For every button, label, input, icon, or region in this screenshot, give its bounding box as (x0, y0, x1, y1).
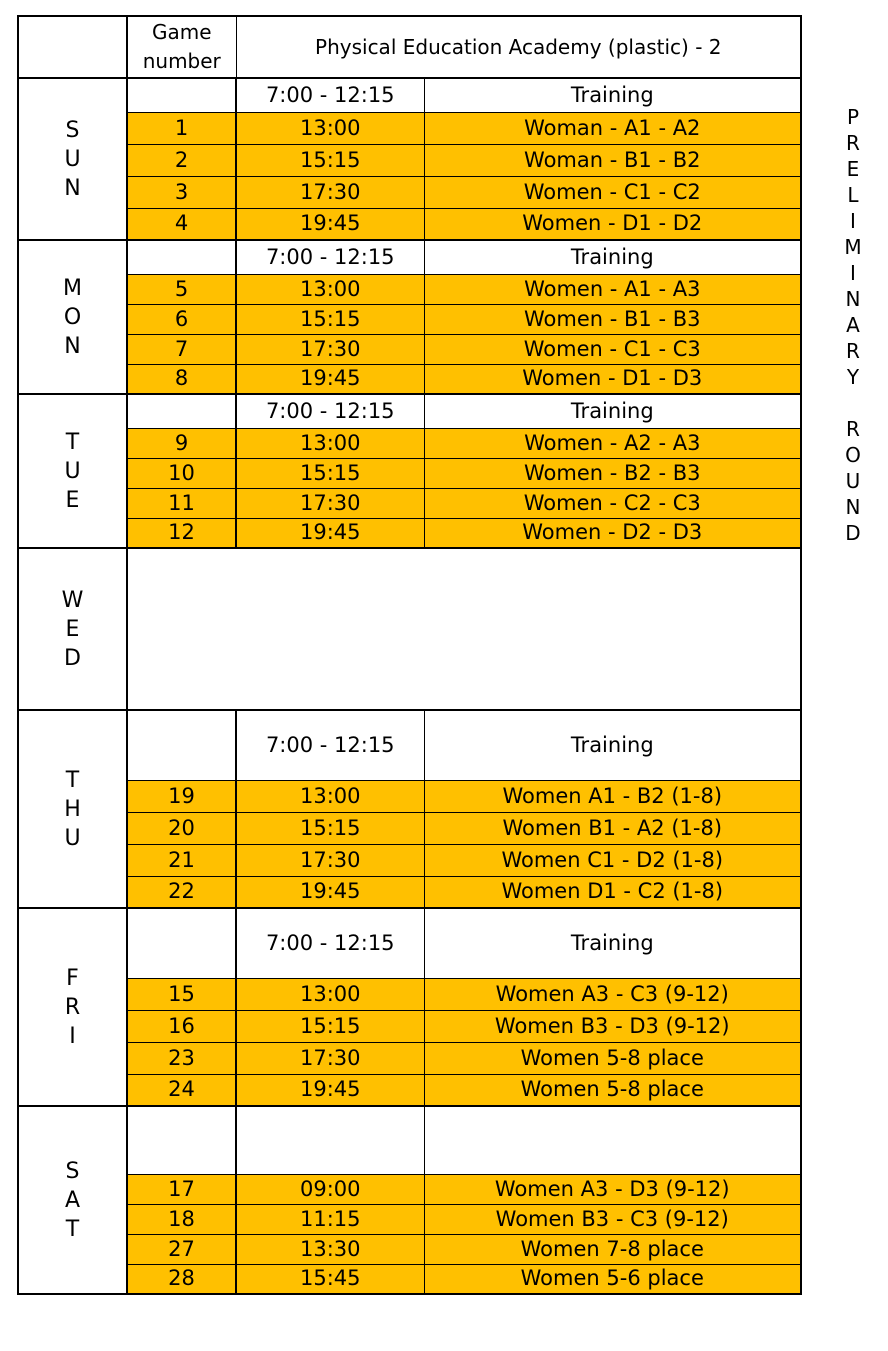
event-cell: Women B1 - A2 (1-8) (424, 812, 801, 844)
schedule-row (18, 488, 801, 518)
event-cell: Women A1 - B2 (1-8) (424, 780, 801, 812)
schedule-row (18, 78, 801, 112)
event-cell: Women 5-8 place (424, 1042, 801, 1074)
game-number-cell: 1 (127, 112, 236, 144)
time-cell: 19:45 (236, 1074, 424, 1106)
event-cell: Women 7-8 place (424, 1234, 801, 1264)
game-number-cell: 4 (127, 208, 236, 240)
game-number-cell: 19 (127, 780, 236, 812)
day-label-text: S A T (64, 1158, 81, 1242)
schedule-body (18, 16, 801, 1294)
time-cell: 15:15 (236, 458, 424, 488)
game-number-cell: 8 (127, 364, 236, 394)
event-cell: Women - B2 - B3 (424, 458, 801, 488)
header-day-cell (18, 16, 127, 78)
schedule-row (18, 394, 801, 428)
game-number-cell: 3 (127, 176, 236, 208)
event-cell: Women - D1 - D3 (424, 364, 801, 394)
time-cell: 13:00 (236, 428, 424, 458)
event-cell: Training (424, 240, 801, 274)
event-cell: Women D1 - C2 (1-8) (424, 876, 801, 908)
day-label (18, 394, 127, 548)
event-cell: Woman - A1 - A2 (424, 112, 801, 144)
schedule-row (18, 1074, 801, 1106)
schedule-row (18, 364, 801, 394)
game-number-cell (127, 1106, 236, 1174)
time-cell: 7:00 - 12:15 (236, 908, 424, 978)
schedule-row (18, 208, 801, 240)
schedule-table (17, 15, 802, 1295)
time-cell: 15:15 (236, 1010, 424, 1042)
schedule-row (18, 1204, 801, 1234)
schedule-row (18, 144, 801, 176)
header-game-number: Game number (127, 16, 236, 78)
game-number-cell: 24 (127, 1074, 236, 1106)
event-cell (424, 1106, 801, 1174)
time-cell: 17:30 (236, 844, 424, 876)
side-label: P R E L I M I N A R Y R O U N D (844, 105, 862, 545)
game-number-cell: 18 (127, 1204, 236, 1234)
game-number-cell: 11 (127, 488, 236, 518)
game-number-cell: 23 (127, 1042, 236, 1074)
event-cell: Training (424, 78, 801, 112)
schedule-row (18, 710, 801, 780)
header-venue: Physical Education Academy (plastic) - 2 (236, 16, 801, 78)
event-cell: Women A3 - D3 (9-12) (424, 1174, 801, 1204)
schedule-row (18, 1042, 801, 1074)
event-cell: Woman - B1 - B2 (424, 144, 801, 176)
schedule-row (18, 978, 801, 1010)
day-label (18, 710, 127, 908)
day-label-text: M O N (63, 275, 82, 359)
schedule-row (18, 876, 801, 908)
time-cell (236, 1106, 424, 1174)
time-cell: 11:15 (236, 1204, 424, 1234)
time-cell: 19:45 (236, 364, 424, 394)
event-cell: Training (424, 394, 801, 428)
game-number-cell (127, 710, 236, 780)
schedule-row (18, 176, 801, 208)
day-label-text: S U N (64, 117, 81, 201)
event-cell: Training (424, 908, 801, 978)
time-cell: 7:00 - 12:15 (236, 394, 424, 428)
time-cell: 19:45 (236, 208, 424, 240)
game-number-cell: 12 (127, 518, 236, 548)
day-label (18, 1106, 127, 1294)
schedule-row (18, 1106, 801, 1174)
game-number-cell: 21 (127, 844, 236, 876)
time-cell: 13:00 (236, 274, 424, 304)
event-cell: Women C1 - D2 (1-8) (424, 844, 801, 876)
schedule-row (18, 240, 801, 274)
event-cell: Women - A1 - A3 (424, 274, 801, 304)
event-cell: Women B3 - C3 (9-12) (424, 1204, 801, 1234)
event-cell: Women 5-6 place (424, 1264, 801, 1294)
time-cell: 17:30 (236, 334, 424, 364)
time-cell: 19:45 (236, 876, 424, 908)
time-cell: 13:00 (236, 112, 424, 144)
game-number-cell (127, 908, 236, 978)
schedule-row (18, 274, 801, 304)
game-number-cell: 10 (127, 458, 236, 488)
day-label (18, 240, 127, 394)
schedule-row (18, 1234, 801, 1264)
day-label (18, 548, 127, 710)
schedule-row (18, 428, 801, 458)
game-number-cell (127, 78, 236, 112)
time-cell: 15:15 (236, 144, 424, 176)
event-cell: Women - C1 - C2 (424, 176, 801, 208)
empty-day-block (127, 548, 801, 710)
game-number-cell (127, 394, 236, 428)
game-number-cell: 2 (127, 144, 236, 176)
game-number-cell: 16 (127, 1010, 236, 1042)
time-cell: 19:45 (236, 518, 424, 548)
day-label-text: T H U (64, 767, 81, 851)
game-number-cell: 20 (127, 812, 236, 844)
event-cell: Women - A2 - A3 (424, 428, 801, 458)
event-cell: Women - D2 - D3 (424, 518, 801, 548)
schedule-row (18, 812, 801, 844)
event-cell: Women 5-8 place (424, 1074, 801, 1106)
event-cell: Women - B1 - B3 (424, 304, 801, 334)
time-cell: 13:30 (236, 1234, 424, 1264)
schedule-row (18, 844, 801, 876)
event-cell: Women A3 - C3 (9-12) (424, 978, 801, 1010)
time-cell: 7:00 - 12:15 (236, 78, 424, 112)
game-number-cell: 5 (127, 274, 236, 304)
schedule-row (18, 780, 801, 812)
day-row-wed (18, 548, 801, 710)
schedule-row (18, 1174, 801, 1204)
event-cell: Women - C1 - C3 (424, 334, 801, 364)
time-cell: 13:00 (236, 978, 424, 1010)
schedule-row (18, 908, 801, 978)
time-cell: 13:00 (236, 780, 424, 812)
schedule-row (18, 304, 801, 334)
time-cell: 7:00 - 12:15 (236, 710, 424, 780)
header-row (18, 16, 801, 78)
event-cell: Women - C2 - C3 (424, 488, 801, 518)
time-cell: 15:15 (236, 812, 424, 844)
game-number-cell: 27 (127, 1234, 236, 1264)
day-label-text: W E D (61, 587, 84, 671)
game-number-cell: 22 (127, 876, 236, 908)
time-cell: 09:00 (236, 1174, 424, 1204)
time-cell: 17:30 (236, 176, 424, 208)
time-cell: 7:00 - 12:15 (236, 240, 424, 274)
schedule-row (18, 458, 801, 488)
event-cell: Women - D1 - D2 (424, 208, 801, 240)
game-number-cell: 28 (127, 1264, 236, 1294)
game-number-cell: 15 (127, 978, 236, 1010)
event-cell: Training (424, 710, 801, 780)
schedule-row (18, 334, 801, 364)
time-cell: 15:15 (236, 304, 424, 334)
time-cell: 15:45 (236, 1264, 424, 1294)
schedule-row (18, 112, 801, 144)
game-number-cell (127, 240, 236, 274)
day-label-text: F R I (64, 965, 81, 1049)
game-number-cell: 17 (127, 1174, 236, 1204)
event-cell: Women B3 - D3 (9-12) (424, 1010, 801, 1042)
game-number-cell: 7 (127, 334, 236, 364)
schedule-row (18, 1264, 801, 1294)
time-cell: 17:30 (236, 1042, 424, 1074)
day-label (18, 78, 127, 240)
game-number-cell: 9 (127, 428, 236, 458)
time-cell: 17:30 (236, 488, 424, 518)
day-label (18, 908, 127, 1106)
game-number-cell: 6 (127, 304, 236, 334)
day-label-text: T U E (64, 429, 81, 513)
schedule-row (18, 1010, 801, 1042)
schedule-row (18, 518, 801, 548)
